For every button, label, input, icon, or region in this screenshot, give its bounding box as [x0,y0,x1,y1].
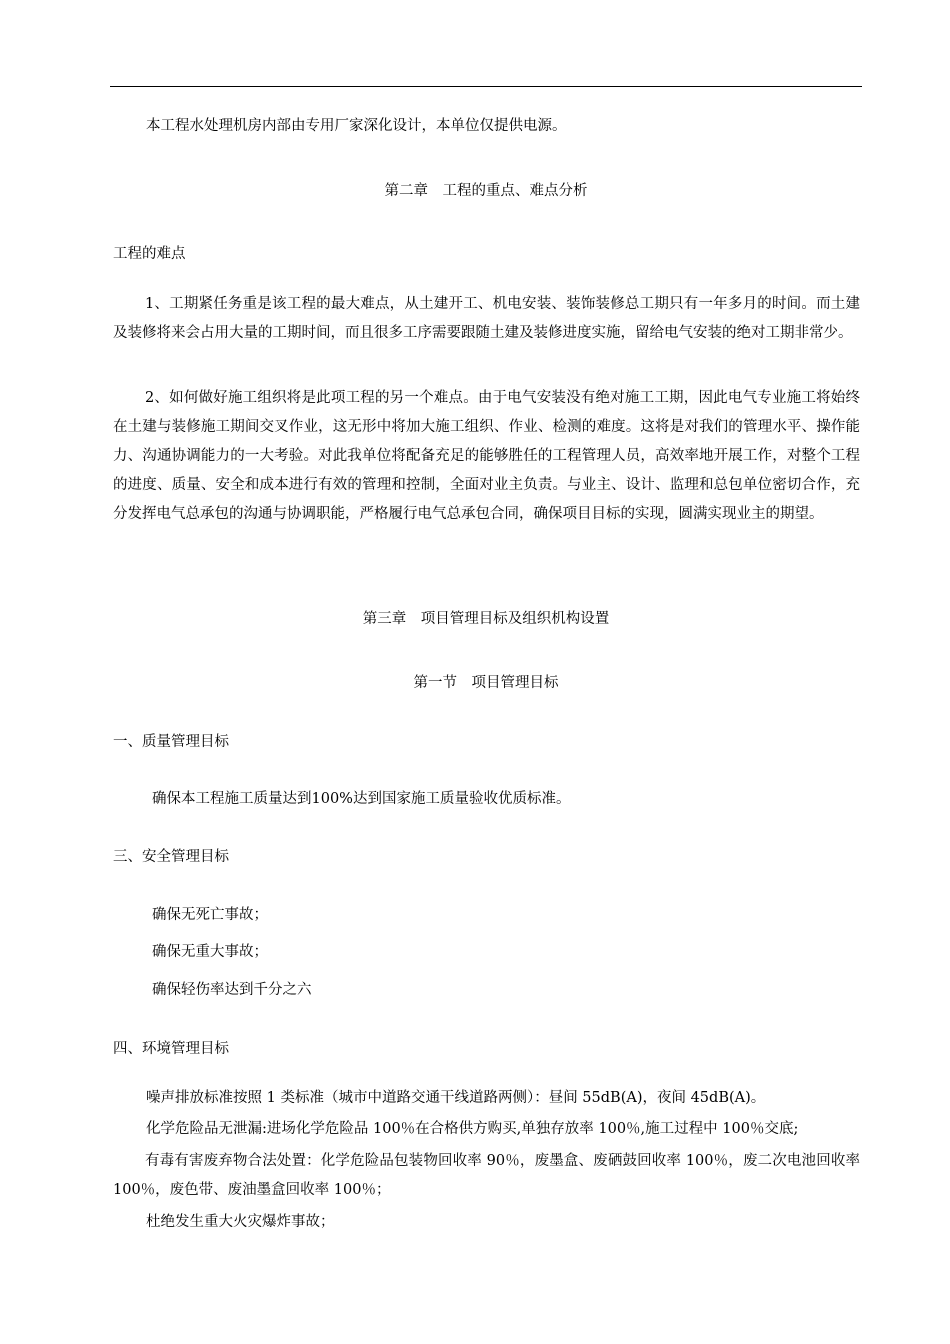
safety-heading: 三、安全管理目标 [113,849,229,865]
environment-chemicals: 化学危险品无泄漏:进场化学危险品 100％在合格供方购买,单独存放率 100％,施工过程中 100％交底; [146,1121,799,1137]
environment-waste: 有毒有害废弃物合法处置：化学危险品包装物回收率 90％，废墨盒、废硒鼓回收率 100％，废二次电池回收率 100％，废色带、废油墨盒回收率 100％； [113,1153,860,1198]
safety-item: 确保轻伤率达到千分之六 [152,982,312,998]
safety-item: 确保无重大事故； [152,944,268,960]
quality-heading: 一、质量管理目标 [113,734,229,750]
environment-noise: 噪声排放标准按照 1 类标准（城市中道路交通干线道路两侧）：昼间 55dB(A)，夜间 45dB(A)。 [146,1090,766,1106]
difficulty-paragraph-2: 2、如何做好施工组织将是此项工程的另一个难点。由于电气安装没有绝对施工工期，因此电气专业施工将始终在土建与装修施工期间交叉作业，这无形中将加大施工组织、作业、检测的难度。这将是对我们的管理水平、操作能力、沟通协调能力的一大考验。对此我单位将配备充足的能够胜任的工程管理人员，高效率地开展工作，对整个工程的进度、质量、安全和成本进行有效的管理和控制，全面对业主负责。与业主、设计、监理和总包单位密切合作，充分发挥电气总承包的沟通与协调职能，严格履行电气总承包合同，确保项目目标的实现，圆满实现业主的期望。 [113,390,860,522]
difficulty-paragraph-1: 1、工期紧任务重是该工程的最大难点，从土建开工、机电安装、装饰装修总工期只有一年多月的时间。而土建及装修将来会占用大量的工期时间，而且很多工序需要跟随土建及装修进度实施，留给电气安装的绝对工期非常少。 [113,296,860,341]
header-rule [110,86,862,87]
environment-fire: 杜绝发生重大火灾爆炸事故； [146,1214,335,1230]
safety-item: 确保无死亡事故； [152,907,268,923]
difficulty-subheading: 工程的难点 [113,246,186,262]
section-1-title: 第一节 项目管理目标 [413,675,559,691]
chapter-2-title: 第二章 工程的重点、难点分析 [384,183,588,199]
intro-line: 本工程水处理机房内部由专用厂家深化设计，本单位仅提供电源。 [146,118,567,134]
chapter-3-title: 第三章 项目管理目标及组织机构设置 [362,611,610,627]
environment-heading: 四、环境管理目标 [113,1041,229,1057]
quality-text: 确保本工程施工质量达到100%达到国家施工质量验收优质标准。 [152,791,571,807]
